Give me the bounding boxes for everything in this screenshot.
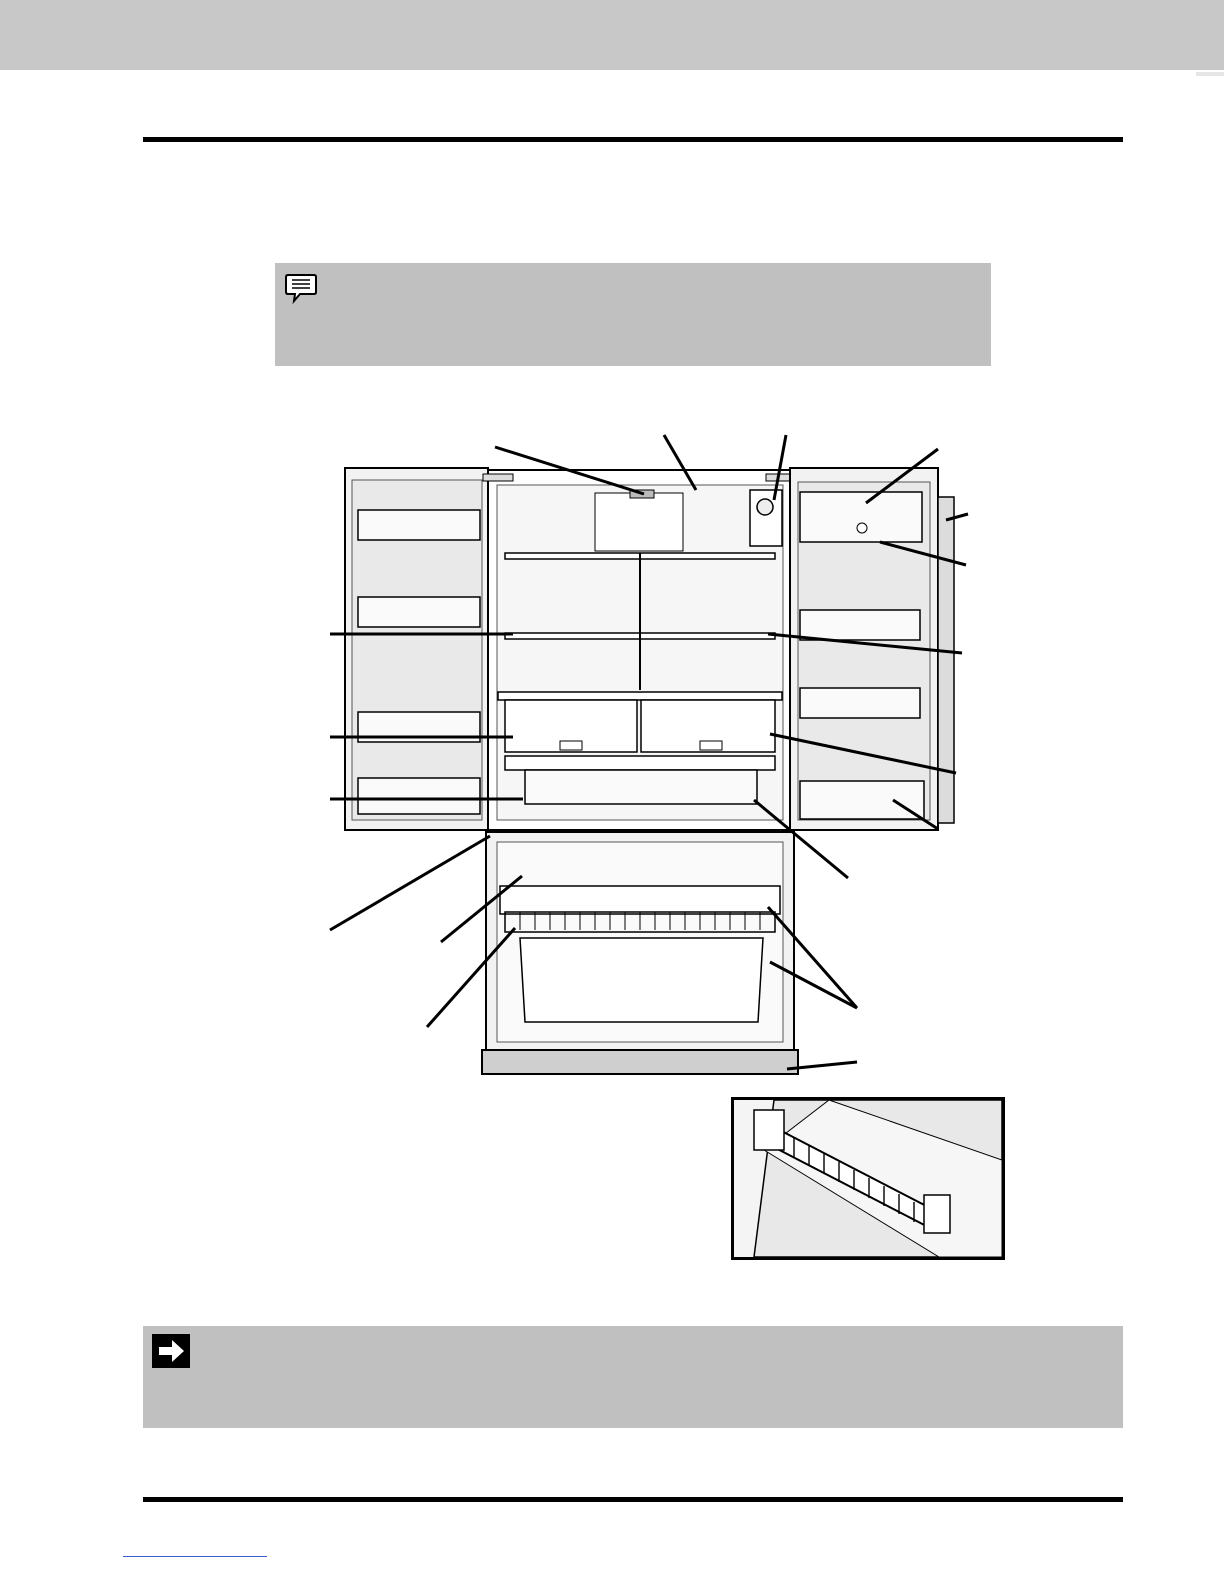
footer-rule [143, 1497, 1123, 1502]
tip-callout [143, 1326, 1123, 1428]
fridge-compartment [483, 470, 796, 830]
basket-detail-inset [731, 1097, 1005, 1260]
basket-detail-drawing [734, 1100, 1002, 1257]
freezer-compartment [482, 832, 798, 1074]
arrow-right-icon [152, 1334, 190, 1368]
left-door [345, 468, 488, 830]
footer-link-underline[interactable] [123, 1556, 267, 1557]
